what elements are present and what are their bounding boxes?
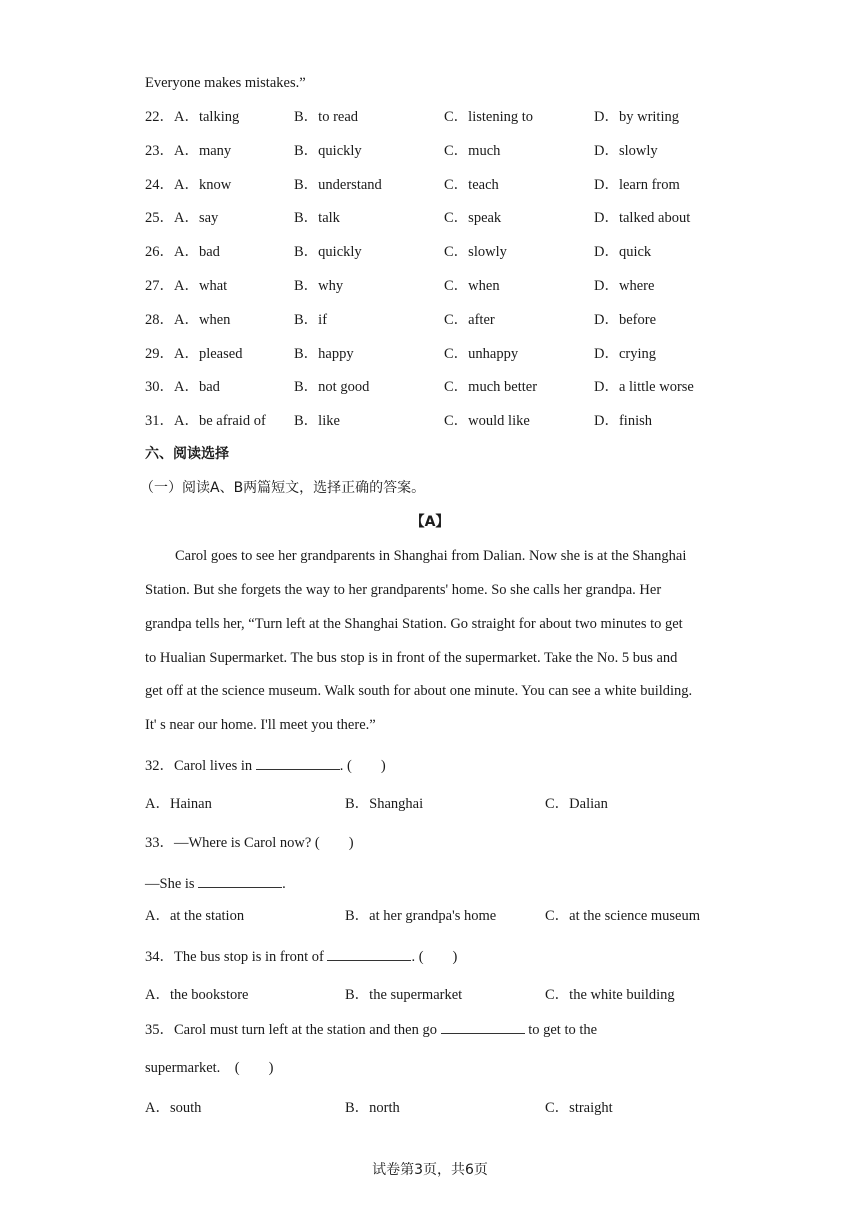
cloze-question-row [145,208,745,228]
question-32 [145,755,386,776]
option-b[interactable]: B．not good [294,379,370,395]
option-b[interactable]: B．north [345,1100,400,1116]
answer-blank [198,873,282,888]
answer-blank [441,1019,525,1034]
question-number: 28． [145,312,174,328]
option-text: A．talking [174,109,240,125]
question-34-options [145,985,745,1005]
question-stem-end: . ( ) [411,949,458,965]
section-instruction: （一）阅读A、B两篇短文，选择正确的答案。 [140,480,426,496]
question-stem-end: . ( ) [339,758,386,774]
question-33-response [145,873,286,894]
question-number: 30． [145,379,174,395]
option-a[interactable] [145,377,220,397]
option-text: A．what [174,278,228,294]
option-c[interactable]: C．teach [444,177,499,193]
option-b[interactable]: B．understand [294,177,382,193]
intro-line: Everyone makes mistakes.” [145,75,306,91]
option-c[interactable]: C．straight [545,1100,613,1116]
option-a[interactable] [145,107,239,127]
question-34 [145,946,457,967]
option-a[interactable]: A．at the station [145,908,245,924]
option-text: A．bad [174,244,220,260]
option-text: A．when [174,312,231,328]
cloze-question-row [145,141,745,161]
option-d[interactable]: D．crying [594,346,657,362]
question-stem: 35．Carol must turn left at the station and then go [145,1022,441,1038]
option-a[interactable] [145,242,220,262]
option-a[interactable] [145,310,230,330]
option-a[interactable] [145,344,242,364]
question-number: 24． [145,177,174,193]
option-text: A．say [174,210,219,226]
question-number: 29． [145,346,174,362]
option-c[interactable]: C．when [444,278,500,294]
question-stem-end: . [282,876,286,892]
answer-blank [256,755,340,770]
cloze-question-row [145,175,745,195]
option-c[interactable]: C．listening to [444,109,534,125]
option-d[interactable]: D．talked about [594,210,691,226]
option-d[interactable]: D．by writing [594,109,679,125]
option-text: A．be afraid of [174,413,266,429]
option-c[interactable]: C．the white building [545,987,675,1003]
option-c[interactable]: C．at the science museum [545,908,701,924]
question-number: 31． [145,413,174,429]
option-b[interactable]: B．quickly [294,244,362,260]
passage-line: get off at the science museum. Walk south for about one minute. You can see a white building. [145,683,693,699]
question-number: 26． [145,244,174,260]
question-35 [145,1019,597,1040]
option-c[interactable]: C．much [444,143,501,159]
question-35-options [145,1098,745,1118]
question-stem: 32．Carol lives in [145,758,256,774]
cloze-question-row [145,411,745,431]
question-33-options [145,906,745,926]
option-b[interactable]: B．like [294,413,340,429]
option-b[interactable]: B．Shanghai [345,796,424,812]
option-text: A．know [174,177,232,193]
question-stem: 34．The bus stop is in front of [145,949,328,965]
cloze-question-row [145,276,745,296]
cloze-question-row [145,107,745,127]
option-text: A．bad [174,379,220,395]
passage-line: Station. But she forgets the way to her grandparents' home. So she calls her grandpa. Her [145,582,662,598]
option-a[interactable] [145,411,266,431]
question-stem: —She is [145,876,199,892]
option-c[interactable]: C．Dalian [545,796,608,812]
option-a[interactable]: A．Hainan [145,796,212,812]
page-footer: 试卷第3页，共6页 [372,1162,488,1178]
option-text: A．many [174,143,232,159]
option-d[interactable]: D．finish [594,413,652,429]
passage-label: 【A】 [410,514,450,530]
option-c[interactable]: C．would like [444,413,530,429]
question-number: 23． [145,143,174,159]
cloze-question-row [145,344,745,364]
option-a[interactable]: A．the bookstore [145,987,249,1003]
option-d[interactable]: D．quick [594,244,652,260]
option-d[interactable]: D．before [594,312,657,328]
cloze-question-row [145,310,745,330]
option-a[interactable]: A．south [145,1100,202,1116]
option-d[interactable]: D．where [594,278,655,294]
option-c[interactable]: C．slowly [444,244,507,260]
option-b[interactable]: B．happy [294,346,354,362]
question-32-options [145,794,745,814]
passage-line: to Hualian Supermarket. The bus stop is in front of the supermarket. Take the No. 5 bus and [145,650,678,666]
option-b[interactable]: B．to read [294,109,359,125]
option-b[interactable]: B．quickly [294,143,362,159]
question-35-line2: supermarket. ( ) [145,1060,274,1076]
option-b[interactable]: B．the supermarket [345,987,463,1003]
passage-line: It' s near our home. I'll meet you there.” [145,717,376,733]
cloze-question-row [145,242,745,262]
question-number: 27． [145,278,174,294]
section-title: 六、阅读选择 [145,446,229,462]
option-a[interactable] [145,208,218,228]
option-b[interactable]: B．talk [294,210,340,226]
option-d[interactable]: D．slowly [594,143,658,159]
question-stem-end: to get to the [524,1022,598,1038]
option-b[interactable]: B．if [294,312,328,328]
option-d[interactable]: D．learn from [594,177,680,193]
option-a[interactable] [145,276,227,296]
option-c[interactable]: C．unhappy [444,346,519,362]
question-number: 22． [145,109,174,125]
option-d[interactable]: D．a little worse [594,379,694,395]
cloze-question-row [145,377,745,397]
option-b[interactable]: B．at her grandpa's home [345,908,497,924]
option-text: A．pleased [174,346,243,362]
option-c[interactable]: C．after [444,312,495,328]
option-a[interactable] [145,141,231,161]
answer-blank [327,946,411,961]
question-33: 33．—Where is Carol now? ( ) [145,835,354,851]
option-c[interactable]: C．much better [444,379,538,395]
passage-line: grandpa tells her, “Turn left at the Shanghai Station. Go straight for about two minutes to get [145,616,683,632]
option-c[interactable]: C．speak [444,210,502,226]
option-b[interactable]: B．why [294,278,344,294]
passage-line: Carol goes to see her grandparents in Shanghai from Dalian. Now she is at the Shanghai [175,548,687,564]
question-number: 25． [145,210,174,226]
option-a[interactable] [145,175,231,195]
